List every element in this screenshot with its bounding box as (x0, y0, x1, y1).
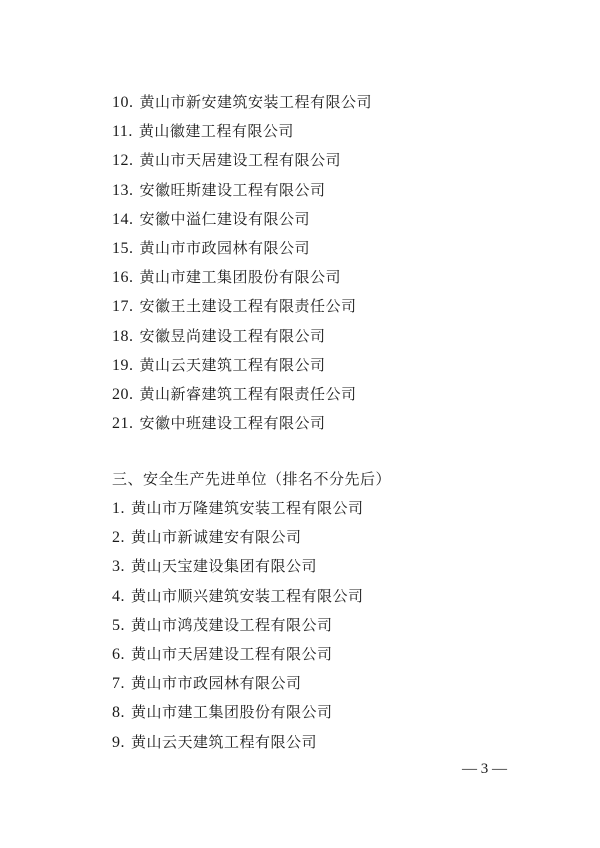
company-name: 黄山市市政园林有限公司 (131, 674, 302, 693)
item-number: 14. (112, 210, 134, 228)
company-name: 安徽中班建设工程有限公司 (139, 414, 326, 433)
item-number: 12. (112, 152, 134, 170)
company-name: 黄山市鸿茂建设工程有限公司 (131, 615, 333, 634)
list-item (112, 523, 364, 552)
company-name: 黄山市建工集团股份有限公司 (139, 268, 342, 287)
list-item (112, 698, 364, 727)
list-item (112, 669, 364, 698)
company-name: 安徽中溢仁建设有限公司 (139, 209, 311, 228)
company-name: 黄山市万隆建筑安装工程有限公司 (131, 499, 364, 517)
item-number: 11. (112, 123, 133, 141)
company-name: 黄山市市政园林有限公司 (139, 238, 311, 257)
item-number: 13. (112, 181, 134, 199)
company-name: 黄山市建工集团股份有限公司 (131, 703, 333, 722)
list-item (112, 263, 372, 292)
company-name: 黄山新睿建筑工程有限责任公司 (139, 384, 357, 403)
company-name: 安徽王土建设工程有限责任公司 (139, 297, 357, 316)
item-number: 16. (112, 269, 134, 287)
item-number: 10. (112, 94, 134, 111)
item-number: 7. (112, 675, 125, 693)
list-item (112, 322, 372, 351)
section-heading: 三、安全生产先进单位（排名不分先后） (112, 470, 392, 488)
list-item (112, 351, 372, 380)
item-number: 19. (112, 356, 134, 374)
company-name: 黄山市顺兴建筑安装工程有限公司 (131, 586, 364, 605)
item-number: 21. (112, 415, 134, 433)
item-number: 3. (112, 558, 125, 576)
item-number: 18. (112, 327, 134, 345)
company-name: 黄山徽建工程有限公司 (138, 122, 294, 141)
company-name: 黄山市天居建设工程有限公司 (131, 644, 333, 663)
company-list-continued (112, 88, 372, 438)
item-number: 15. (112, 239, 134, 257)
list-item (112, 409, 372, 438)
list-item (112, 117, 372, 146)
item-number: 6. (112, 645, 125, 663)
list-item (112, 611, 364, 640)
safety-advanced-units-list (112, 494, 364, 757)
list-item (112, 582, 364, 611)
company-name: 黄山市新诚建安有限公司 (131, 528, 302, 547)
company-name: 黄山市新安建筑安装工程有限公司 (139, 93, 373, 111)
item-number: 17. (112, 298, 134, 316)
company-name: 黄山天宝建设集团有限公司 (131, 557, 318, 576)
company-name: 黄山云天建筑工程有限公司 (139, 355, 326, 374)
list-item (112, 380, 372, 409)
list-item (112, 292, 372, 321)
page-number: — 3 — (462, 761, 507, 777)
item-number: 5. (112, 616, 125, 634)
item-number: 2. (112, 529, 125, 547)
list-item (112, 205, 372, 234)
company-name: 黄山市天居建设工程有限公司 (139, 151, 342, 170)
company-name: 安徽昱尚建设工程有限公司 (139, 326, 326, 345)
list-item (112, 640, 364, 669)
company-name: 安徽旺斯建设工程有限公司 (139, 180, 326, 199)
list-item (112, 234, 372, 263)
item-number: 9. (112, 733, 125, 751)
item-number: 4. (112, 587, 125, 605)
item-number: 8. (112, 704, 125, 722)
list-item (112, 88, 372, 117)
item-number: 20. (112, 385, 134, 403)
company-name: 黄山云天建筑工程有限公司 (131, 732, 318, 751)
item-number: 1. (112, 500, 125, 517)
list-item (112, 552, 364, 581)
list-item (112, 494, 364, 523)
list-item (112, 146, 372, 175)
list-item (112, 176, 372, 205)
list-item (112, 728, 364, 757)
